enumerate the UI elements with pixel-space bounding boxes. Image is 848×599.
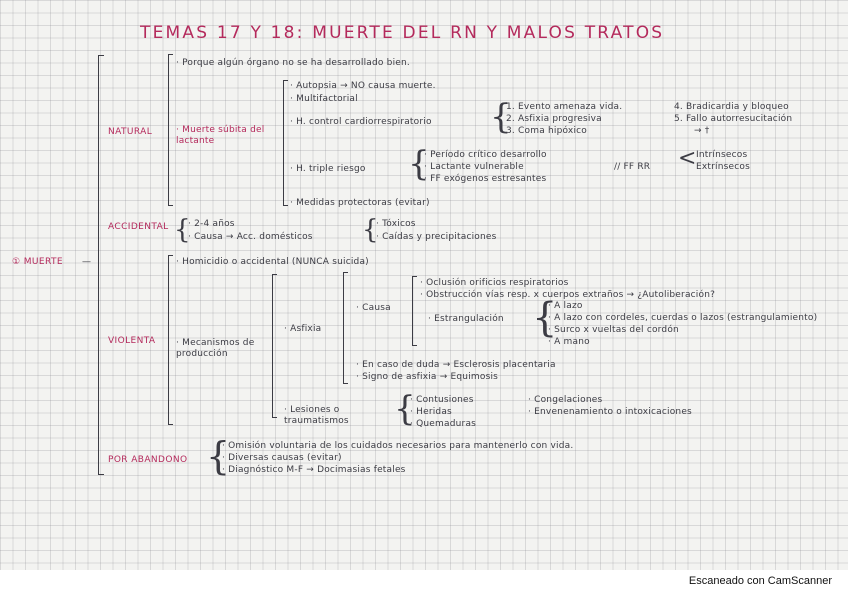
lesion-2: · Heridas: [410, 407, 452, 417]
natural-triple: · H. triple riesgo: [290, 164, 366, 174]
root-label: ① MUERTE: [12, 257, 63, 267]
ff-rr: // FF RR: [614, 162, 651, 172]
h-control-brace: {: [490, 97, 512, 137]
violenta-bracket: [168, 255, 173, 425]
natural-autopsia: · Autopsia → NO causa muerte.: [290, 81, 436, 91]
event-arrow: → †: [694, 126, 710, 136]
estrang-2: · A lazo con cordeles, cuerdas o lazos (estrangulamiento): [548, 313, 818, 323]
lesiones-label: · Lesiones o traumatismos: [284, 405, 349, 426]
lesiones-brace: {: [394, 389, 416, 429]
triple-brace: {: [408, 144, 430, 184]
violenta-homicidio: · Homicidio o accidental (NUNCA suicida): [176, 257, 369, 267]
abandono-3: · Diagnóstico M-F → Docimasias fetales: [222, 465, 406, 475]
ffrr-brace: <: [678, 146, 697, 171]
accidental-brace-2: {: [362, 215, 379, 245]
causa-label: · Causa: [356, 303, 391, 313]
causa-2: · Obstrucción vías resp. x cuerpos extraños → ¿Autoliberación?: [420, 290, 716, 300]
natural-multifactorial: · Multifactorial: [290, 94, 358, 104]
asfixia-signo: · Signo de asfixia → Equimosis: [356, 372, 499, 382]
lesion-1: · Contusiones: [410, 395, 474, 405]
triple-b: · Lactante vulnerable: [424, 162, 524, 172]
asfixia-label: · Asfixia: [284, 324, 322, 334]
estrang-brace: {: [532, 295, 558, 341]
estrang-1: · A lazo: [548, 301, 583, 311]
accidental-b1: · Tóxicos: [376, 219, 416, 229]
natural-item-organo: · Porque algún órgano no se ha desarrollado bien.: [176, 58, 410, 68]
asfixia-bracket: [343, 272, 348, 384]
triple-c: · FF exógenos estresantes: [424, 174, 547, 184]
root-connector: —: [82, 257, 92, 267]
violenta-mecanismos: · Mecanismos de producción: [176, 338, 255, 359]
natural-label: NATURAL: [108, 127, 153, 137]
violenta-label: VIOLENTA: [108, 336, 156, 346]
estrangulacion-label: · Estrangulación: [428, 314, 504, 324]
accidental-label: ACCIDENTAL: [108, 222, 169, 232]
abandono-brace: {: [206, 434, 231, 478]
lesion-5: · Envenenamiento o intoxicaciones: [528, 407, 692, 417]
lesion-4: · Congelaciones: [528, 395, 603, 405]
natural-bracket: [168, 54, 173, 206]
natural-sub-label: · Muerte súbita del lactante: [176, 125, 265, 146]
mecanismos-bracket: [272, 274, 277, 418]
event-2: 2. Asfixia progresiva: [506, 114, 602, 124]
natural-h-control: · H. control cardiorrespiratorio: [290, 117, 432, 127]
accidental-a2: · Causa → Acc. domésticos: [188, 232, 313, 242]
lesion-3: · Quemaduras: [410, 419, 477, 429]
abandono-2: · Diversas causas (evitar): [222, 453, 342, 463]
estrang-3: · Surco x vueltas del cordón: [548, 325, 679, 335]
accidental-a1: · 2-4 años: [188, 219, 235, 229]
accidental-b2: · Caídas y precipitaciones: [376, 232, 497, 242]
asfixia-duda: · En caso de duda → Esclerosis placentaria: [356, 360, 556, 370]
event-5: 5. Fallo autorresucitación: [674, 114, 793, 124]
accidental-brace: {: [174, 215, 191, 245]
event-3: 3. Coma hipóxico: [506, 126, 588, 136]
estrang-4: · A mano: [548, 337, 590, 347]
triple-a: · Período crítico desarrollo: [424, 150, 547, 160]
causa-bracket: [412, 276, 417, 346]
event-4: 4. Bradicardia y bloqueo: [674, 102, 789, 112]
natural-protect: · Medidas protectoras (evitar): [290, 198, 430, 208]
root-bracket: [98, 55, 104, 475]
scanner-footer: Escaneado con CamScanner: [688, 575, 832, 587]
causa-1: · Oclusión orificios respiratorios: [420, 278, 569, 288]
ff-intr: Intrínsecos: [696, 150, 748, 160]
page-title: TEMAS 17 Y 18: MUERTE DEL RN Y MALOS TRATOS: [140, 23, 665, 43]
abandono-1: · Omisión voluntaria de los cuidados necesarios para mantenerlo con vida.: [222, 441, 574, 451]
abandono-label: POR ABANDONO: [108, 455, 188, 465]
sids-bracket: [283, 80, 288, 206]
ff-extr: Extrínsecos: [696, 162, 751, 172]
event-1: 1. Evento amenaza vida.: [506, 102, 623, 112]
